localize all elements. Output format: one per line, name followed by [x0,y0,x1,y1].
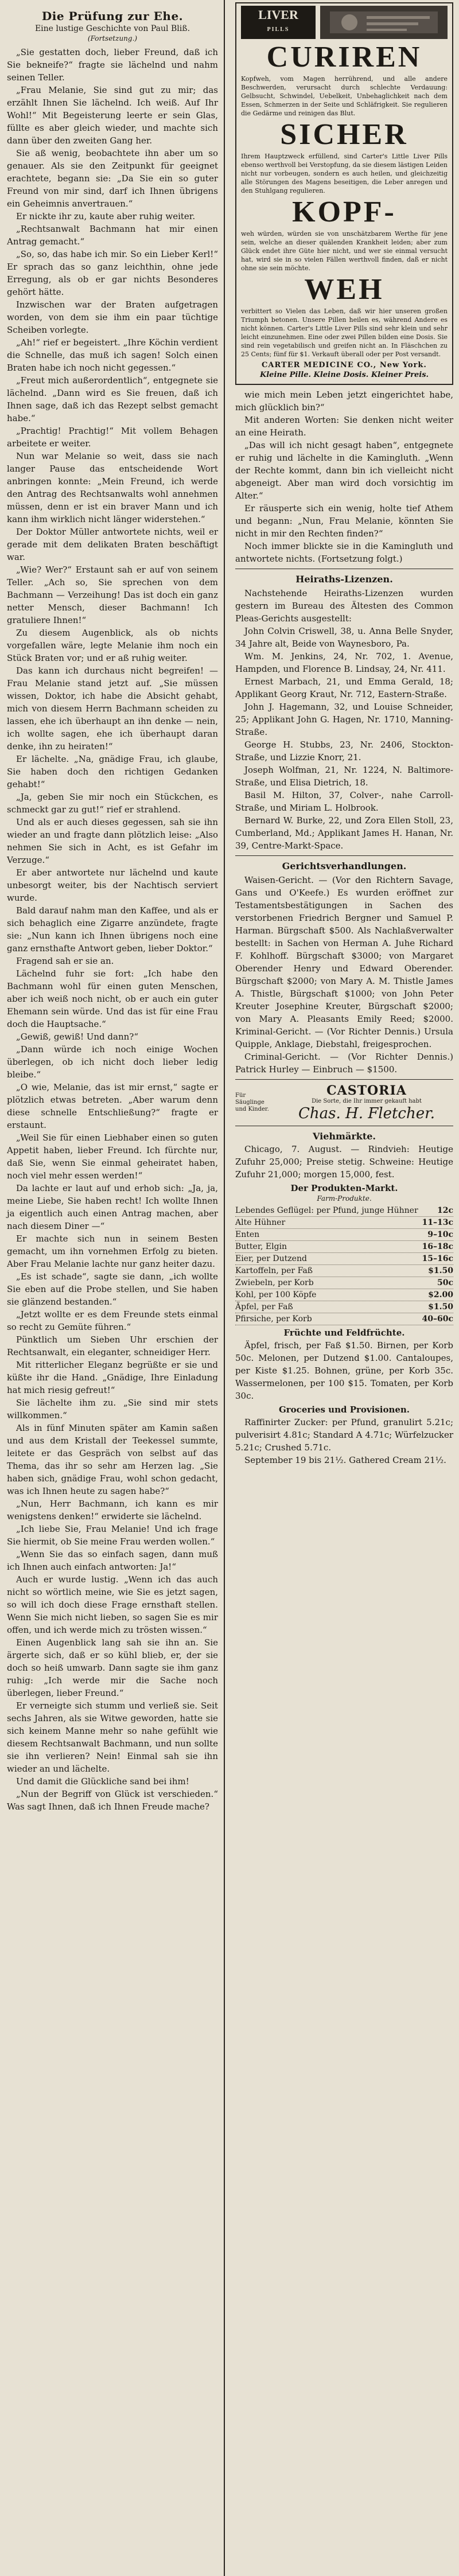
story-paragraph: „Ah!“ rief er begeistert. „Ihre Köchin verdient die Schnelle, das muß ich sagen! Solch einen Braten habe ich noch nicht gegessen.“ [7,337,218,373]
story-paragraph: Und damit die Glückliche sand bei ihm! [16,1776,189,1787]
price-row [235,1217,453,1229]
story-paragraph: Das kann ich durchaus nicht begreifen! — Frau Melanie stand jetzt auf. „Sie müssen wissen, Doktor, ich habe die Absicht gehabt, mich von diesem Herrn Bachmann scheiden zu lassen, ehe ich überhaupt an ihn denke — nein, ich wollte sagen, ehe ich überhaupt daran denke, ihn zu heiraten!“ [7,666,218,752]
ad-headline-3: KOPF- [292,196,396,228]
price-row [235,1241,453,1253]
story-paragraph: Er nickte ihr zu, kaute aber ruhig weiter. [16,211,196,221]
ad-body-3: weh würden, würden sie von unschätzbarem Werthe für jene sein, welche an dieser quälenden Krankheit leiden; aber zum Glück endet ihre Güte hier nicht, und wer sie einmal versucht hat, wird sie in so vielen Fällen werthvoll finden, daß er nicht ohne sie sein möchte. [241,230,448,272]
price-value: $1.50 [428,1266,453,1275]
license-entry: Basil M. Hilton, 37, Colver-, nahe Carroll-Straße, und Miriam L. Holbrook. [235,790,453,813]
story-paragraph: Der Doktor Müller antwortete nichts, weil er gerade mit dem delikaten Braten beschäftigt war. [7,527,218,562]
ad-headline-2: SICHER [280,118,409,151]
story-paragraph: wie mich mein Leben jetzt eingerichtet habe, mich glücklich bin?“ [235,390,453,413]
story-paragraph: „Nun der Begriff von Glück ist verschieden.“ Was sagt Ihnen, daß ich Ihnen Freude mache? [7,1789,218,1812]
story-paragraph: Da lachte er laut auf und erhob sich: „Ja, ja, meine Liebe, Sie haben recht! Ich wollte Ihnen ja eigentlich auch einen Antrag machen, aber nach diesem Diner —“ [7,1183,218,1231]
story-paragraph: „Sie gestatten doch, lieber Freund, daß ich Sie bekneife?“ fragte sie lächelnd und nahm seinen Teller. [7,47,218,83]
ad-body-1: Kopfweh, vom Magen herrührend, und alle andere Beschwerden, verursacht durch schlechte Verdauung: Gelbsucht, Schwindel, Uebelkeit, Unbehaglichkeit nach dem Essen, Schmerzen in der Seite und Schläfrigkeit. Sie regulieren die Gedärme und reinigen das Blut. [241,75,448,117]
ad-illustration-icon [320,6,448,39]
story-paragraph: Auch er wurde lustig. „Wenn ich das auch nicht so wörtlich meine, wie Sie es jetzt sagen, so will ich doch diese Frage ernsthaft stellen. Wenn Sie mich nicht lieben, so sagen Sie es mir offen, und ich werde mich zu trösten wissen.“ [7,1574,218,1635]
license-entry: John Colvin Criswell, 38, u. Anna Belle Snyder, 34 Jahre alt, Beide von Waynesboro, Pa. [235,626,453,649]
licenses-intro: Nachstehende Heiraths-Lizenzen wurden gestern im Bureau des Ältesten des Common Pleas-Gerichts ausgestellt: [235,588,453,624]
story-paragraph: „Dann würde ich noch einige Wochen überlegen, ob ich nicht doch lieber ledig bleibe.“ [7,1044,218,1080]
castoria-name: CASTORIA [326,1083,407,1098]
grocery-text: Raffinirter Zucker: per Pfund, granulirt 5.21c; pulverisirt 4.81c; Standard A 4.71c; Würfelzucker 5.21c; Crushed 5.71c. [235,1417,453,1453]
price-value: $1.50 [428,1302,453,1312]
story-paragraph: Sie aß wenig, beobachtete ihn aber um so genauer. Als sie den Zeitpunkt für geeignet erachtete, begann sie: „Da Sie ein so guter Freund von mir sind, darf ich Ihnen übrigens ein Geheimnis anvertrauen.“ [7,148,218,209]
left-column [0,0,225,2576]
story-paragraph: Er machte sich nun in seinem Besten gemacht, um ihn vornehmen Erfolg zu bieten. Aber Frau Melanie lachte nur ganz heiter dazu. [7,1233,218,1269]
license-entry: Ernest Marbach, 21, und Emma Gerald, 18; Applikant Georg Kraut, Nr. 712, Eastern-Straße. [235,676,453,699]
price-value: 16–18c [422,1242,453,1251]
price-row [235,1313,453,1325]
ad-banner [241,6,448,39]
story-title: Die Prüfung zur Ehe. [41,9,184,23]
story-paragraph: „Prachtig! Prachtig!“ Mit vollem Behagen arbeitete er weiter. [7,426,218,449]
price-label: Eier, per Dutzend [235,1254,307,1263]
story-continuation-note: (Fortsetzung.) [87,34,138,42]
story-paragraph: Er lächelte. „Na, gnädige Frau, ich glaube, Sie haben doch den richtigen Gedanken gehabt!“ [7,754,218,789]
story-paragraph: Bald darauf nahm man den Kaffee, und als er sich behaglich eine Zigarre anzündete, fragte sie: „Nun kann ich Ihnen übrigens noch eine ganz ernsthafte Antwort geben, lieber Doktor.“ [7,905,218,954]
market-heading: Viehmärkte. [313,1131,376,1142]
market-subheading-1: Der Produkten-Markt. [290,1183,398,1193]
court-heading: Gerichtsverhandlungen. [282,861,407,871]
price-value: 9–10c [427,1230,453,1239]
story-paragraph: Zu diesem Augenblick, als ob nichts vorgefallen wäre, legte Melanie ihm noch ein Stück Braten vor; und er aß ruhig weiter. [7,628,218,663]
story-paragraph: Pünktlich um Sieben Uhr erschien der Rechtsanwalt, ein eleganter, schneidiger Herr. [7,1334,218,1357]
ad-logo [241,6,316,39]
price-value: $2.00 [428,1290,453,1299]
story-paragraph: „Jetzt wollte er es dem Freunde stets einmal so recht zu Gemüte führen.“ [7,1309,218,1332]
grocery-heading: Groceries und Provisionen. [278,1404,410,1415]
story-paragraph: Sie lächelte ihm zu. „Sie sind mir stets willkommen.“ [7,1398,218,1421]
price-value: 11–13c [422,1218,453,1227]
story-paragraph: „So, so, das habe ich mir. So ein Lieber Kerl!“ Er sprach das so ganz leichthin, ohne jede Erregung, als ob er gar nichts Besonderes gehört hätte. [7,249,218,297]
price-label: Enten [235,1230,260,1239]
story-paragraph: Er verneigte sich stumm und verließ sie. Seit sechs Jahren, als sie Witwe geworden, hatte sie sich keinem Manne mehr so nahe gefühlt wie diesem Rechtsanwalt Bachmann, und nun sollte sie ihn verlieren? Nein! Einmal sah sie ihn wieder an und lächelte. [7,1701,218,1774]
price-row [235,1229,453,1241]
license-entry: Joseph Wolfman, 21, Nr. 1224, N. Baltimore-Straße, und Elisa Dietrich, 18. [235,765,453,788]
story-paragraph: Lächelnd fuhr sie fort: „Ich habe den Bachmann wohl für einen guten Menschen, aber ich weiß noch nicht, ob er auch ein guter Ehemann sein würde. Und das ist für eine Frau doch die Hauptsache.“ [7,968,218,1029]
divider [235,855,453,856]
story-paragraph: Inzwischen war der Braten aufgetragen worden, von dem sie ihm ein paar tüchtige Scheiben vorlegte. [7,299,218,335]
price-row [235,1277,453,1289]
price-row [235,1253,453,1265]
story-paragraph: Und als er auch dieses gegessen, sah sie ihn wieder an und fragte dann plötzlich leise: „Also nehmen Sie sich in Acht, es ist Gefahr im Verzuge.“ [7,817,218,865]
license-entry: Bernard W. Burke, 22, und Zora Ellen Stoll, 23, Cumberland, Md.; Applikant James H. Hanan, Nr. 39, Centre-Markt-Space. [235,815,453,851]
ad-headline-1: CURIREN [266,41,422,73]
story-paragraph: „Weil Sie für einen Liebhaber einen so guten Appetit haben, lieber Freund. Ich fürchte nur, daß Sie, wenn Sie einmal geheiratet haben, noch viel mehr essen werden!“ [7,1133,218,1181]
story-paragraph: Er aber antwortete nur lächelnd und kaute unbesorgt weiter, bis der Nachtisch serviert wurde. [7,867,218,903]
story-paragraph: Er räusperte sich ein wenig, holte tief Athem und begann: „Nun, Frau Melanie, könnten Sie nicht in mir den Rechten finden?“ [235,503,453,539]
price-label: Butter, Elgin [235,1242,287,1251]
story-paragraph: Als in fünf Minuten später am Kamin saßen und aus dem Kristall der Teekessel summte, leitete er das Gespräch von selbst auf das Thema, das ihr so sehr am Herzen lag. „Sie haben sich, gnädige Frau, wohl schon gedacht, was ich Ihnen heute zu sagen habe?“ [7,1423,218,1496]
castoria-signature: Chas. H. Fletcher. [298,1105,435,1122]
price-row [235,1205,453,1217]
story-paragraph: „Wie? Wer?“ Erstaunt sah er auf von seinem Teller. „Ach so, Sie sprechen von dem Bachmann — Verzeihung! Das ist doch ein ganz netter Mensch, dieser Bachmann! Ich gratuliere Ihnen!“ [7,565,218,625]
price-label: Kartoffeln, per Faß [235,1266,313,1275]
produce-text: Äpfel, frisch, per Faß $1.50. Birnen, per Korb 50c. Melonen, per Dutzend $1.00. Cantaloupes, per Kiste $1.25. Bohnen, grüne, per Korb 35c. Wassermelonen, per 100 $15. Tomaten, per Korb 30c. [235,1340,453,1401]
castoria-left-text: Für Säuglinge und Kinder. [235,1092,269,1112]
story-paragraph: Mit anderen Worten: Sie denken nicht weiter an eine Heirath. [235,415,453,438]
story-paragraph: „Das will ich nicht gesagt haben“, entgegnete er ruhig und lächelte in die Kamingluth. „Wenn der Rechte kommt, dann bin ich vielleicht nicht abgeneigt. Aber man wird doch vorsichtig im Alter.“ [235,440,453,501]
story-paragraph: Noch immer blickte sie in die Kamingluth und antwortete nichts. (Fortsetzung folgt.) [235,541,453,564]
price-row [235,1289,453,1301]
ad-company: CARTER MEDICINE CO., New York. [262,361,427,369]
price-value: 40–60c [422,1314,453,1324]
story-subtitle: Eine lustige Geschichte von Paul Bliß. [34,24,190,33]
price-list [235,1205,453,1325]
story-paragraph: Fragend sah er sie an. [16,956,114,966]
licenses-list [235,625,453,852]
price-label: Kohl, per 100 Köpfe [235,1290,317,1299]
price-label: Äpfel, per Faß [235,1302,293,1312]
story-paragraph: „Wenn Sie das so einfach sagen, dann muß ich Ihnen auch einfach antworten: Ja!“ [7,1549,218,1572]
price-label: Alte Hühner [235,1218,286,1227]
court-body: Waisen-Gericht. — (Vor den Richtern Savage, Gans und O'Keefe.) Es wurden eröffnet zur Testamentsbestätigungen in Sachen des verstorbenen Friedrich Bergner und Samuel P. Harman. Bürgschaft $500. Als Nachlaßverwalter bestellt: in Sachen von Herman A. Juhe Richard F. Kohlhoff. Bürgschaft $3000; von Margaret Oberender Henry und Edward Oberender. Bürgschaft $2000; von Mary A. M. Thistle James A. Thistle, Bürgschaft $1000; von John Peter Kreuter Josephine Kreuter, Bürgschaft $2000; von Mary A. Pleasants Emily Reed; $2000. Kriminal-Gericht. — (Vor Richter Dennis.) Ursula Quipple, Anklage, Diebstahl, freigesprochen. [235,875,453,1049]
story-paragraph: „Gewiß, gewiß! Und dann?“ [16,1032,139,1042]
story-paragraph: Einen Augenblick lang sah sie ihn an. Sie ärgerte sich, daß er so kühl blieb, er, der sie doch so heiß umwarb. Dann sagte sie ihm ganz ruhig: „Ich werde mir die Sache noch überlegen, lieber Freund.“ [7,1637,218,1698]
castoria-advertisement [235,1083,453,1122]
story-continuation [235,388,453,565]
story-paragraph: Mit ritterlicher Eleganz begrüßte er sie und küßte ihr die Hand. „Gnädige, Ihre Einladung hat mich riesig gefreut!“ [7,1360,218,1395]
market-closing: September 19 bis 21½. Gathered Cream 21½. [244,1455,446,1465]
license-entry: George H. Stubbs, 23, Nr. 2406, Stockton-Straße, und Lizzie Knorr, 21. [235,740,453,762]
liver-pills-advertisement [235,2,453,385]
right-column [230,0,459,2576]
price-value: 15–16c [422,1254,453,1263]
price-label: Pfirsiche, per Korb [235,1314,312,1324]
story-paragraph: „O wie, Melanie, das ist mir ernst,“ sagte er plötzlich etwas betreten. „Aber warum denn diese schnelle Entschließung?“ fragte er erstaunt. [7,1082,218,1130]
licenses-heading: Heiraths-Lizenzen. [295,574,393,585]
story-paragraph: „Ja, geben Sie mir noch ein Stückchen, es schmeckt gar zu gut!“ rief er strahlend. [7,792,218,815]
market-intro: Chicago, 7. August. — Rindvieh: Heutige Zufuhr 25,000; Preise stetig. Schweine: Heutige Zufuhr 21,000; morgen 15,000, fest. [235,1144,453,1180]
court-criminal: Criminal-Gericht. — (Vor Richter Dennis.) Patrick Hurley — Einbruch — $1500. [235,1052,453,1075]
story-paragraphs [7,46,218,1813]
license-entry: Wm. M. Jenkins, 24, Nr. 702, 1. Avenue, Hampden, und Florence B. Lindsay, 24, Nr. 411. [235,651,453,674]
ad-logo-bottom: PILLS [267,26,290,33]
ad-slogan: Kleine Pille. Kleine Dosis. Kleiner Preis. [259,371,429,379]
price-value: 12c [437,1206,453,1215]
story-paragraph: „Frau Melanie, Sie sind gut zu mir; das erzählt Ihnen Sie lächelnd. Ich weiß. Auf Ihr Wohl!“ Mit Begeisterung leerte er sein Glas, füllte es aber gleich wieder, und machte sich dann über den zweiten Gang her. [7,85,218,146]
produce-heading: Früchte und Feldfrüchte. [283,1328,405,1338]
story-paragraph: „Es ist schade“, sagte sie dann, „ich wollte Sie eben auf die Probe stellen, und Sie haben sie glänzend bestanden.“ [7,1271,218,1307]
story-paragraph: „Freut mich außerordentlich“, entgegnete sie lächelnd. „Dann wird es Sie freuen, daß ich Ihnen sage, daß ich das Rezept selbst gemacht habe.“ [7,375,218,423]
story-paragraph: Nun war Melanie so weit, dass sie nach langer Pause das entscheidende Wort anbringen konnte: „Mein Freund, ich werde den Antrag des Rechtsanwalts wohl annehmen müssen, denn er ist ein braver Mann und ich kann ihm wirklich nicht länger widerstehen.“ [7,451,218,524]
license-entry: John J. Hagemann, 32, und Louise Schneider, 25; Applikant John G. Hagen, Nr. 1710, Manning-Straße. [235,702,453,737]
market-subheading-2: Farm-Produkte. [317,1194,372,1203]
castoria-right-text: Die Sorte, die Ihr immer gekauft habt [312,1098,422,1104]
ad-body-4: verbittert so Vielen das Leben, daß wir hier unseren großen Triumph betonen. Unsere Pillen heilen es, während Andere es nicht können. Carter's Little Liver Pills sind sehr klein und sehr leicht einzunehmen. Eine oder zwei Pillen bilden eine Dosis. Sie sind rein vegetabilisch und greifen nicht an. In Fläschchen zu 25 Cents; fünf für $1. Verkauft überall oder per Post versandt. [241,308,448,358]
price-value: 50c [437,1278,453,1287]
divider [235,1079,453,1080]
price-label: Lebendes Geflügel: per Pfund, junge Hühner [235,1206,418,1215]
price-row [235,1301,453,1313]
castoria-center [280,1083,453,1122]
ad-headline-4: WEH [304,273,384,306]
price-label: Zwiebeln, per Korb [235,1278,314,1287]
ad-logo-top: LIVER [258,7,298,22]
story-paragraph: „Ich liebe Sie, Frau Melanie! Und ich frage Sie hiermit, ob Sie meine Frau werden wollen.“ [7,1524,218,1547]
ad-body-2: Ihrem Hauptzweck erfüllend, sind Carter's Little Liver Pills ebenso werthvoll bei Verstopfung, da sie diesem lästigen Leiden nicht nur vorbeugen, sondern es auch heilen, und gleichzeitig alle Störungen des Magens beseitigen, die Leber anregen und den Stuhlgang regulieren. [241,153,448,194]
story-paragraph: „Nun, Herr Bachmann, ich kann es mir wenigstens denken!“ erwiderte sie lächelnd. [7,1499,218,1522]
story-paragraph: „Rechtsanwalt Bachmann hat mir einen Antrag gemacht.“ [7,224,218,247]
price-row [235,1265,453,1277]
